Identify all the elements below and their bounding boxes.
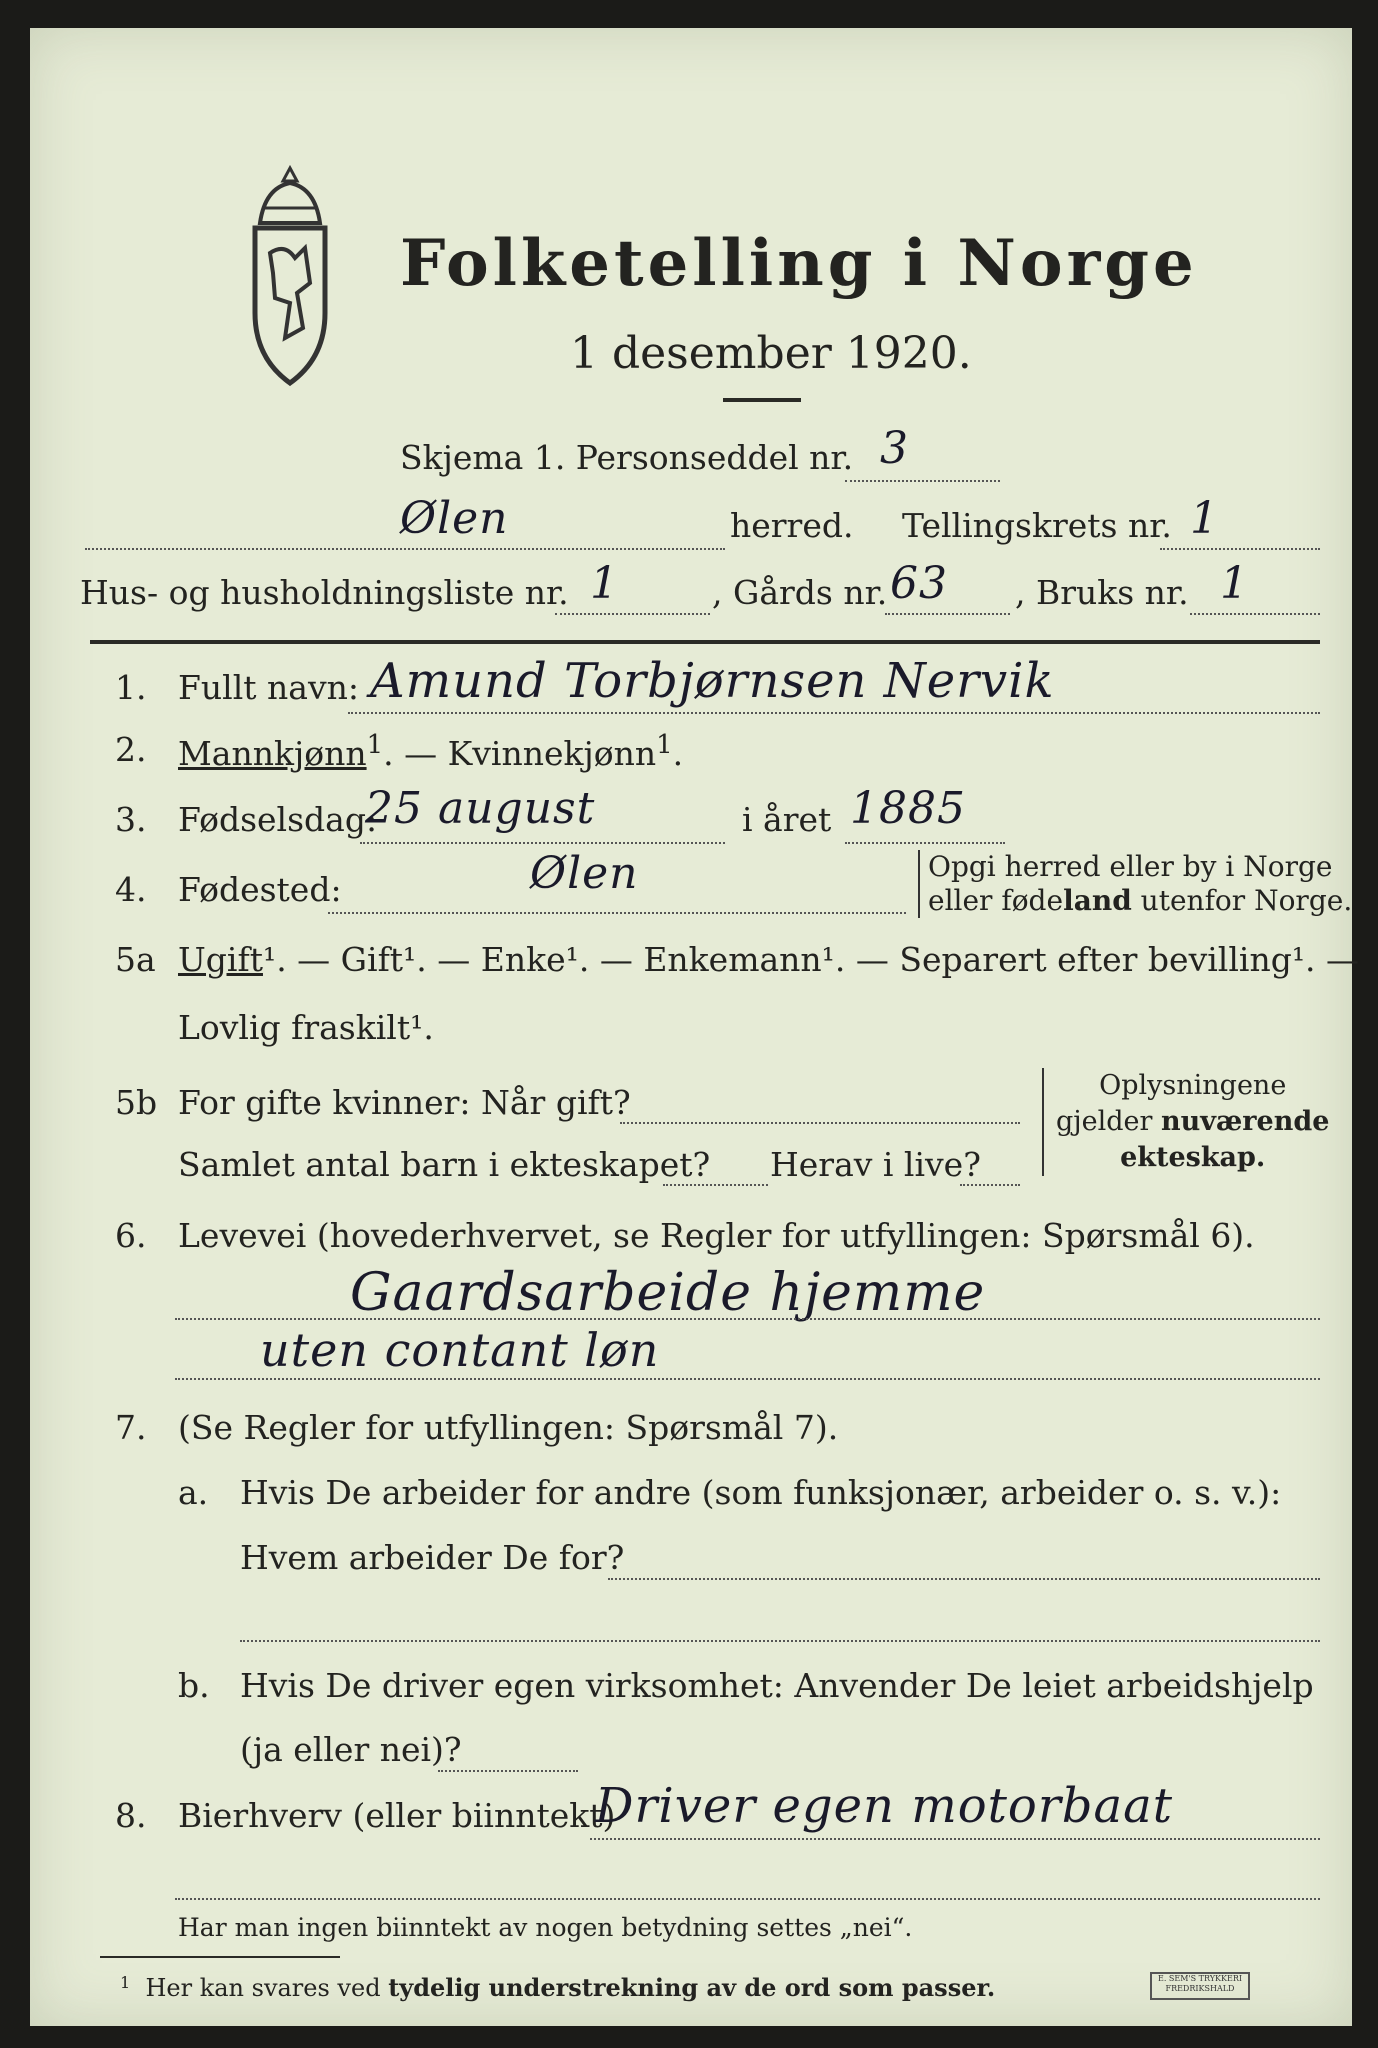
q4-number: 4. bbox=[115, 870, 147, 909]
tellingskrets-label: Tellingskrets nr. bbox=[902, 506, 1172, 545]
bruks-value[interactable]: 1 bbox=[1220, 558, 1249, 609]
q6-line1 bbox=[175, 1318, 1320, 1320]
q5a-line2[interactable]: Lovlig fraskilt¹. bbox=[178, 1008, 434, 1047]
q7a-label1: Hvis De arbeider for andre (som funksjonær, arbeider o. s. v.): bbox=[240, 1473, 1282, 1512]
stamp-line1: E. SEM'S TRYKKERI bbox=[1157, 1974, 1243, 1983]
status-ugift-option[interactable]: Ugift bbox=[178, 940, 263, 979]
q5b-note-line1: Oplysningene bbox=[1099, 1070, 1287, 1101]
gards-label: , Gårds nr. bbox=[712, 573, 888, 612]
q5b-note-line3: ekteskap. bbox=[1120, 1142, 1266, 1173]
q2-number: 2. bbox=[115, 730, 147, 769]
q3-year-line bbox=[845, 842, 1005, 844]
q5b-note bbox=[1042, 1068, 1329, 1176]
gender-male-option[interactable]: Mannkjønn bbox=[178, 734, 367, 773]
header-rule bbox=[90, 640, 1320, 644]
q7a-letter: a. bbox=[178, 1473, 209, 1512]
q4-note-part-b: land bbox=[1063, 884, 1132, 917]
q8-line2 bbox=[175, 1898, 1320, 1900]
q2-gender-options bbox=[178, 730, 683, 773]
q4-label: Fødested: bbox=[178, 870, 342, 909]
hus-value[interactable]: 1 bbox=[590, 558, 619, 609]
skjema-label: Skjema 1. Personseddel nr. bbox=[400, 438, 854, 477]
q3-number: 3. bbox=[115, 800, 147, 839]
q8-note: Har man ingen biinntekt av nogen betydning settes „nei“. bbox=[178, 1913, 913, 1942]
birthplace-value[interactable]: Ølen bbox=[530, 848, 639, 899]
q5b-line2 bbox=[663, 1184, 768, 1186]
side-income-value[interactable]: Driver egen motorbaat bbox=[595, 1778, 1174, 1834]
q5b-number: 5b bbox=[115, 1083, 158, 1122]
occupation-value-line2[interactable]: uten contant løn bbox=[260, 1323, 660, 1377]
birth-year-value[interactable]: 1885 bbox=[850, 783, 966, 834]
q5b-line3 bbox=[960, 1184, 1020, 1186]
footnote-text-b: tydelig understrekning av de ord som passer. bbox=[388, 1973, 996, 2002]
q5a-number: 5a bbox=[115, 940, 156, 979]
q7b-letter: b. bbox=[178, 1666, 210, 1705]
gards-line bbox=[885, 613, 1010, 615]
tellingskrets-value[interactable]: 1 bbox=[1190, 493, 1219, 544]
printer-stamp bbox=[1150, 1972, 1250, 2000]
hus-label: Hus- og husholdningsliste nr. bbox=[80, 573, 569, 612]
q5b-label2: Samlet antal barn i ekteskapet? bbox=[178, 1145, 711, 1184]
q7a-line1 bbox=[608, 1578, 1320, 1580]
personseddel-line bbox=[845, 480, 1000, 482]
footnote-marker: 1 bbox=[120, 1973, 131, 1992]
q8-label: Bierhverv (eller biinntekt) bbox=[178, 1796, 616, 1835]
q7a-line2 bbox=[240, 1640, 1320, 1642]
q6-label: Levevei (hovederhvervet, se Regler for utfyllingen: Spørsmål 6). bbox=[178, 1216, 1255, 1255]
q5b-note-part-a: gjelder bbox=[1056, 1106, 1162, 1137]
herred-value[interactable]: Ølen bbox=[400, 493, 509, 544]
q6-number: 6. bbox=[115, 1216, 147, 1255]
q7b-label2: (ja eller nei)? bbox=[240, 1730, 462, 1769]
q3-line bbox=[360, 842, 725, 844]
q2-footnote-ref-2: 1 bbox=[656, 730, 673, 760]
gender-female-option[interactable]: . — Kvinnekjønn bbox=[383, 734, 657, 773]
occupation-value-line1[interactable]: Gaardsarbeide hjemme bbox=[350, 1263, 986, 1323]
full-name-value[interactable]: Amund Torbjørnsen Nervik bbox=[370, 653, 1055, 709]
tellingskrets-line bbox=[1160, 548, 1320, 550]
q5b-line1 bbox=[620, 1122, 1020, 1124]
footnote-rule bbox=[100, 1956, 340, 1958]
q3-label: Fødselsdag: bbox=[178, 800, 378, 839]
footnote-text-a: Her kan svares ved bbox=[145, 1974, 389, 2002]
q8-number: 8. bbox=[115, 1796, 147, 1835]
q5b-label3: Herav i live? bbox=[770, 1145, 981, 1184]
census-date: 1 desember 1920. bbox=[570, 328, 972, 379]
q5b-note-part-b: nuværende bbox=[1161, 1106, 1330, 1137]
q1-number: 1. bbox=[115, 668, 147, 707]
q8-line1 bbox=[590, 1838, 1320, 1840]
q5b-label1: For gifte kvinner: Når gift? bbox=[178, 1083, 631, 1122]
herred-line bbox=[85, 548, 725, 550]
q7a-label2: Hvem arbeider De for? bbox=[240, 1538, 625, 1577]
q4-note-line1: Opgi herred eller by i Norge bbox=[928, 850, 1333, 883]
q7b-line bbox=[438, 1770, 578, 1772]
q4-line bbox=[328, 912, 906, 914]
gards-value[interactable]: 63 bbox=[890, 558, 948, 609]
bruks-label: , Bruks nr. bbox=[1015, 573, 1189, 612]
q6-line2 bbox=[175, 1378, 1320, 1380]
hus-line bbox=[555, 613, 710, 615]
title-divider bbox=[723, 398, 801, 402]
status-other-options[interactable]: ¹. — Gift¹. — Enke¹. — Enkemann¹. — Separert efter bevilling¹. — bbox=[262, 940, 1360, 979]
q1-line bbox=[348, 712, 1320, 714]
q1-label: Fullt navn: bbox=[178, 668, 359, 707]
form-title: Folketelling i Norge bbox=[400, 226, 1198, 301]
q4-note-line2 bbox=[928, 884, 1352, 918]
q7b-label1: Hvis De driver egen virksomhet: Anvender De leiet arbeidshjelp bbox=[240, 1666, 1314, 1705]
coat-of-arms-icon bbox=[235, 163, 345, 393]
q3-year-label: i året bbox=[742, 800, 832, 839]
q5b-note-line2 bbox=[1056, 1104, 1329, 1140]
q4-note-part-c: utenfor Norge. bbox=[1131, 884, 1353, 917]
q7-number: 7. bbox=[115, 1408, 147, 1447]
personseddel-value[interactable]: 3 bbox=[880, 423, 909, 474]
q2-footnote-ref-1: 1 bbox=[366, 730, 384, 760]
bruks-line bbox=[1190, 613, 1320, 615]
footnote bbox=[120, 1973, 995, 2002]
q5a-options bbox=[178, 940, 1359, 979]
q4-note-part-a: eller føde bbox=[928, 884, 1064, 917]
stamp-line2: FREDRIKSHALD bbox=[1165, 1984, 1235, 1993]
q2-end: . bbox=[672, 734, 684, 773]
q7-label: (Se Regler for utfyllingen: Spørsmål 7). bbox=[178, 1408, 839, 1447]
q4-note bbox=[918, 850, 1352, 918]
birthday-value[interactable]: 25 august bbox=[365, 783, 596, 834]
census-form bbox=[30, 28, 1360, 2026]
herred-label: herred. bbox=[730, 506, 854, 545]
